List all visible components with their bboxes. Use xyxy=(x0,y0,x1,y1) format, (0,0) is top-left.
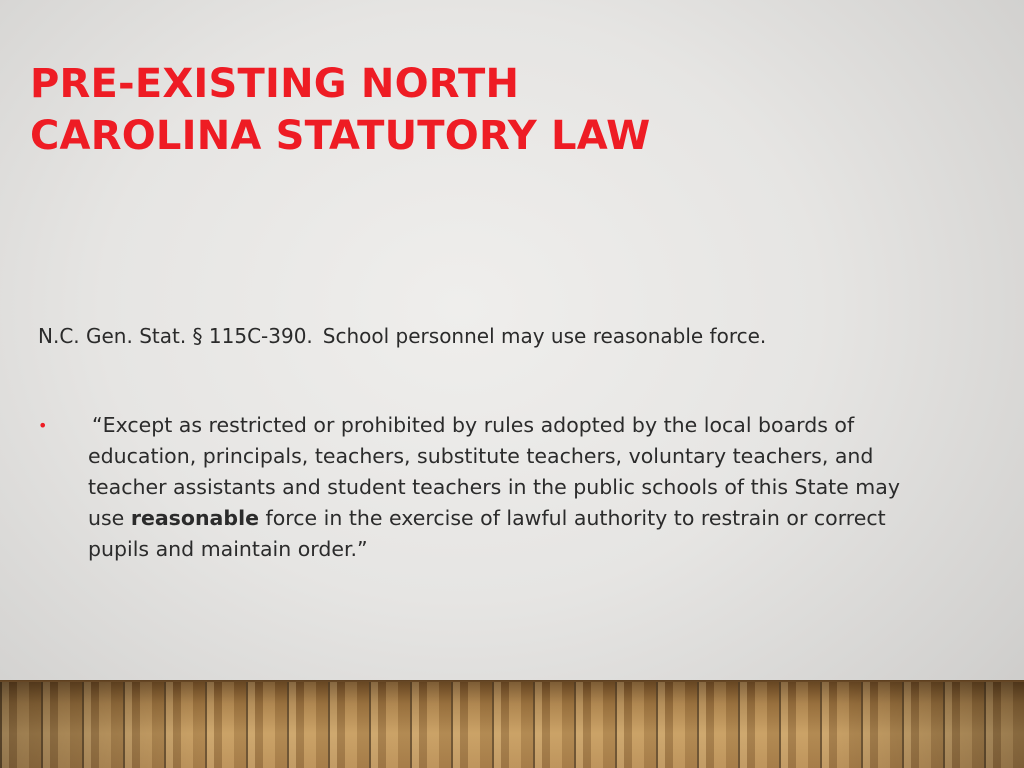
bullet-icon: • xyxy=(38,416,48,435)
wood-floor-decoration xyxy=(0,682,1024,768)
statute-citation xyxy=(38,322,938,350)
quote-text-before: “Except as restricted or prohibited by rules adopted by the local boards of education, principals, teachers, substitute teachers, voluntary teachers, and teacher assistants and student teachers in the public schools of this State may use xyxy=(88,413,900,530)
statute-section-heading: School personnel may use reasonable force. xyxy=(322,324,767,348)
statute-quote xyxy=(88,410,938,565)
quote-emphasis: reasonable xyxy=(130,506,259,530)
statute-section-number: N.C. Gen. Stat. § 115C-390. xyxy=(38,324,313,348)
quote-text-after: force in the exercise of lawful authority to restrain or correct pupils and maintain order.” xyxy=(88,506,886,561)
slide-title xyxy=(30,58,930,162)
slide-title-line-1: PRE-EXISTING NORTH xyxy=(30,61,520,107)
slide-title-line-2: CAROLINA STATUTORY LAW xyxy=(30,113,651,159)
